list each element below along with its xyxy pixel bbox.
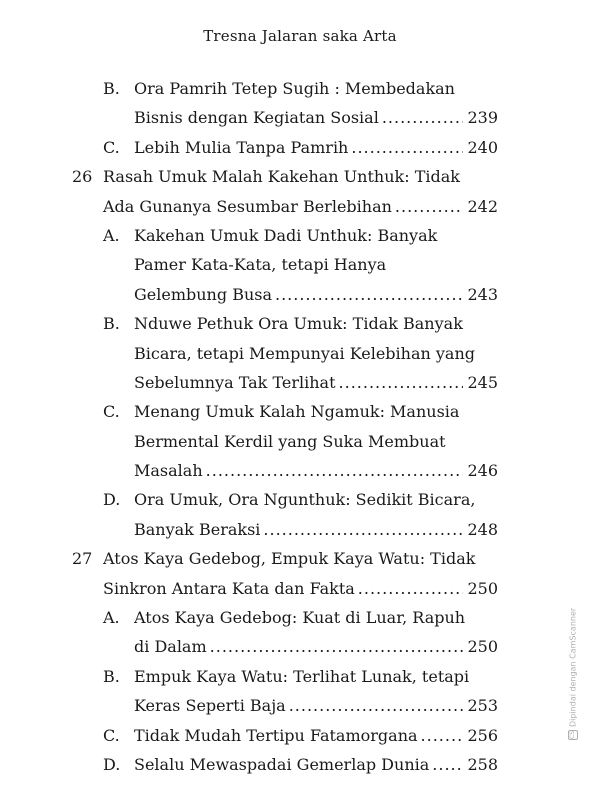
toc-entry-title: Bicara, tetapi Mempunyai Kelebihan yang bbox=[134, 343, 475, 363]
dot-leader bbox=[432, 750, 463, 779]
toc-entry-line bbox=[0, 103, 600, 132]
toc-entry-title: Nduwe Pethuk Ora Umuk: Tidak Banyak bbox=[134, 314, 463, 334]
page-number: 246 bbox=[467, 461, 498, 481]
toc-leader-line bbox=[134, 456, 498, 485]
page-number: 239 bbox=[467, 108, 498, 128]
chapter-title: Atos Kaya Gedebog, Empuk Kaya Watu: Tidak bbox=[103, 549, 476, 569]
toc-entry-letter: D. bbox=[103, 754, 121, 774]
toc-leader-line bbox=[134, 280, 498, 309]
page-number: 258 bbox=[467, 754, 498, 774]
toc-chapter-line bbox=[0, 162, 600, 191]
toc-entry-title: Bisnis dengan Kegiatan Sosial bbox=[134, 108, 379, 128]
toc-entry-line bbox=[0, 309, 600, 338]
toc-leader-line bbox=[103, 574, 498, 603]
toc-leader-line bbox=[134, 368, 498, 397]
dot-leader bbox=[358, 574, 464, 603]
dot-leader bbox=[210, 632, 464, 661]
toc-entry-letter: D. bbox=[103, 490, 121, 510]
toc-entry-line bbox=[0, 221, 600, 250]
camscanner-icon: CS bbox=[569, 731, 576, 739]
toc-entry-line bbox=[0, 750, 600, 779]
toc-entry-line bbox=[0, 133, 600, 162]
dot-leader bbox=[263, 515, 463, 544]
toc-entry-line bbox=[0, 74, 600, 103]
dot-leader bbox=[289, 691, 464, 720]
toc-entry-line bbox=[0, 721, 600, 750]
toc-entry-title: Banyak Beraksi bbox=[134, 519, 261, 539]
toc-chapter-line bbox=[0, 192, 600, 221]
toc-entry-title: Empuk Kaya Watu: Terlihat Lunak, tetapi bbox=[134, 666, 470, 686]
toc-entry-title: di Dalam bbox=[134, 637, 207, 657]
dot-leader bbox=[421, 721, 464, 750]
dot-leader bbox=[275, 280, 463, 309]
toc-entry-letter: C. bbox=[103, 137, 120, 157]
running-header: Tresna Jalaran saka Arta bbox=[203, 27, 397, 45]
toc-entry-line bbox=[0, 662, 600, 691]
toc-entry-title: Ora Pamrih Tetep Sugih : Membedakan bbox=[134, 79, 455, 98]
toc-entry-title: Pamer Kata-Kata, tetapi Hanya bbox=[134, 255, 387, 275]
toc-leader-line bbox=[134, 632, 498, 661]
toc-leader-line bbox=[134, 750, 498, 779]
toc-entry-title: Tidak Mudah Tertipu Fatamorgana bbox=[134, 725, 418, 745]
toc-entry-title: Lebih Mulia Tanpa Pamrih bbox=[134, 137, 349, 157]
toc-entry-line bbox=[0, 280, 600, 309]
chapter-number: 26 bbox=[72, 167, 93, 187]
toc-entry-line bbox=[0, 427, 600, 456]
chapter-title: Ada Gunanya Sesumbar Berlebihan bbox=[103, 196, 392, 216]
page-number: 256 bbox=[467, 725, 498, 745]
page-number: 248 bbox=[467, 519, 498, 539]
toc-entry-title: Keras Seperti Baja bbox=[134, 696, 286, 716]
dot-leader bbox=[351, 133, 463, 162]
toc-leader-line bbox=[134, 691, 498, 720]
toc-entry-title: Ora Umuk, Ora Ngunthuk: Sedikit Bicara, bbox=[134, 490, 476, 510]
toc-entry-letter: B. bbox=[103, 79, 120, 98]
dot-leader bbox=[339, 368, 464, 397]
dot-leader bbox=[395, 192, 464, 221]
toc-entry-line bbox=[0, 339, 600, 368]
toc-entry-line bbox=[0, 603, 600, 632]
toc-leader-line bbox=[134, 133, 498, 162]
toc-entry-title: Menang Umuk Kalah Ngamuk: Manusia bbox=[134, 402, 460, 422]
chapter-title: Sinkron Antara Kata dan Fakta bbox=[103, 578, 355, 598]
toc-entry-letter: C. bbox=[103, 402, 120, 422]
dot-leader bbox=[206, 456, 464, 485]
page-number: 243 bbox=[467, 284, 498, 304]
toc-entry-title: Sebelumnya Tak Terlihat bbox=[134, 372, 336, 392]
dot-leader bbox=[382, 103, 464, 132]
toc-leader-line bbox=[103, 192, 498, 221]
toc-entry-line bbox=[0, 456, 600, 485]
page-number: 245 bbox=[467, 372, 498, 392]
scanner-watermark-text: Dipindai dengan CamScanner bbox=[568, 607, 578, 727]
toc-chapter-line bbox=[0, 544, 600, 573]
page-number: 253 bbox=[467, 696, 498, 716]
toc-entry-line bbox=[0, 250, 600, 279]
toc-entry-title: Masalah bbox=[134, 461, 203, 481]
table-of-contents bbox=[0, 74, 600, 779]
toc-entry-line bbox=[0, 691, 600, 720]
toc-chapter-line bbox=[0, 574, 600, 603]
toc-entry-title: Bermental Kerdil yang Suka Membuat bbox=[134, 431, 446, 451]
toc-leader-line bbox=[134, 103, 498, 132]
chapter-title: Rasah Umuk Malah Kakehan Unthuk: Tidak bbox=[103, 167, 460, 187]
toc-entry-title: Kakehan Umuk Dadi Unthuk: Banyak bbox=[134, 225, 438, 245]
toc-entry-title: Selalu Mewaspadai Gemerlap Dunia bbox=[134, 754, 430, 774]
page-number: 240 bbox=[467, 137, 498, 157]
toc-entry-line bbox=[0, 485, 600, 514]
page-number: 250 bbox=[467, 637, 498, 657]
toc-entry-line bbox=[0, 632, 600, 661]
page-number: 250 bbox=[467, 578, 498, 598]
toc-entry-letter: A. bbox=[103, 225, 120, 245]
toc-entry-title: Atos Kaya Gedebog: Kuat di Luar, Rapuh bbox=[134, 608, 466, 628]
toc-entry-letter: B. bbox=[103, 314, 120, 334]
page-number: 242 bbox=[467, 196, 498, 216]
toc-leader-line bbox=[134, 721, 498, 750]
toc-entry-letter: A. bbox=[103, 608, 120, 628]
toc-entry-line bbox=[0, 515, 600, 544]
chapter-number: 27 bbox=[72, 549, 93, 569]
toc-entry-line bbox=[0, 397, 600, 426]
scanner-watermark bbox=[568, 608, 578, 740]
toc-leader-line bbox=[134, 515, 498, 544]
toc-entry-letter: C. bbox=[103, 725, 120, 745]
toc-entry-letter: B. bbox=[103, 666, 120, 686]
toc-entry-line bbox=[0, 368, 600, 397]
toc-entry-title: Gelembung Busa bbox=[134, 284, 272, 304]
